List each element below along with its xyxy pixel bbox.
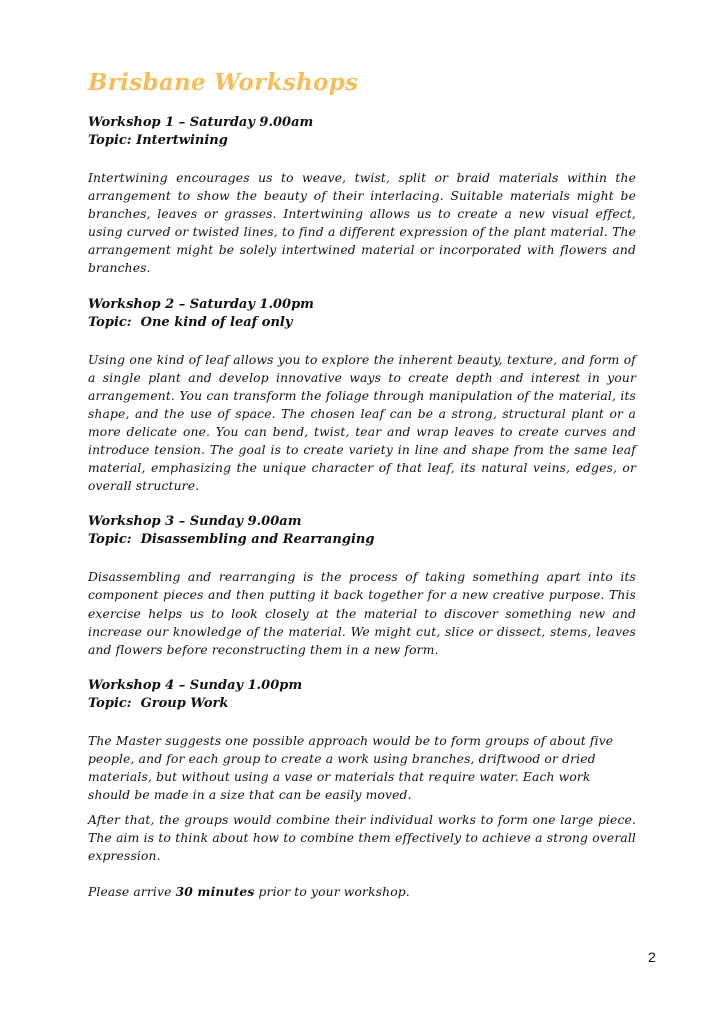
document-title: Brisbane Workshops: [88, 69, 359, 96]
document-page: [88, 66, 636, 901]
workshop-topic: Topic: One kind of leaf only: [88, 314, 293, 330]
workshop-topic: Topic: Intertwining: [88, 133, 228, 148]
workshop-description-continued: After that, the groups would combine their individual works to form one large piece. The aim is to think about how to combine them effectively to achieve a strong overall expression.: [88, 813, 636, 864]
workshop-section-3: [88, 513, 636, 658]
workshop-heading: Workshop 3 – Sunday 9.00am: [88, 514, 302, 530]
workshop-description: Disassembling and rearranging is the process of taking something apart into its component pieces and then putting it back together for a new creative purpose. This exercise helps us to look closely at the material to discover something new and increase our knowledge of the material. We might cut, slice or dissect, stems, leaves and flowers before reconstructing them in a new form.: [88, 570, 636, 657]
workshop-description: Using one kind of leaf allows you to explore the inherent beauty, texture, and form of a single plant and develop innovative ways to create depth and interest in your arrangement. You can transform the foliage through manipulation of the material, its shape, and the use of space. The chosen leaf can be a strong, structural plant or a more delicate one. You can bend, twist, tear and wrap leaves to create curves and introduce tension. The goal is to create variety in line and shape from the same leaf material, emphasizing the unique character of that leaf, its natural veins, edges, or overall structure.: [88, 352, 636, 494]
workshop-heading: Workshop 4 – Sunday 1.00pm: [88, 677, 303, 693]
workshop-topic: Topic: Group Work: [88, 695, 229, 711]
workshop-description: The Master suggests one possible approach would be to form groups of about five people, and for each group to create a work using branches, driftwood or dried materials, but without using a vase or materials that require water. Each work should be made in a size that can be easily moved.: [88, 733, 614, 803]
workshop-topic: Topic: Disassembling and Rearranging: [88, 532, 375, 548]
workshop-heading: Workshop 1 – Saturday 9.00am: [88, 115, 314, 130]
workshop-section-2: [88, 296, 636, 496]
workshop-description: Intertwining encourages us to weave, twist, split or braid materials within the arrangement to show the beauty of their interlacing. Suitable materials might be branches, leaves or grasses. Intertwining allows us to create a new visual effect, using curved or twisted lines, to find a different expression of the plant material. The arrangement might be solely intertwined material or incorporated with flowers and branches.: [88, 171, 636, 276]
arrival-note-emphasis: 30 minutes: [175, 884, 255, 900]
page-number: 2: [648, 949, 656, 965]
arrival-note-suffix: prior to your workshop.: [254, 885, 410, 900]
arrival-note-prefix: Please arrive: [88, 885, 176, 900]
workshop-section-4: [88, 677, 636, 866]
arrival-note: [88, 883, 636, 901]
workshop-section-1: [88, 114, 636, 278]
workshop-heading: Workshop 2 – Saturday 1.00pm: [88, 296, 314, 312]
